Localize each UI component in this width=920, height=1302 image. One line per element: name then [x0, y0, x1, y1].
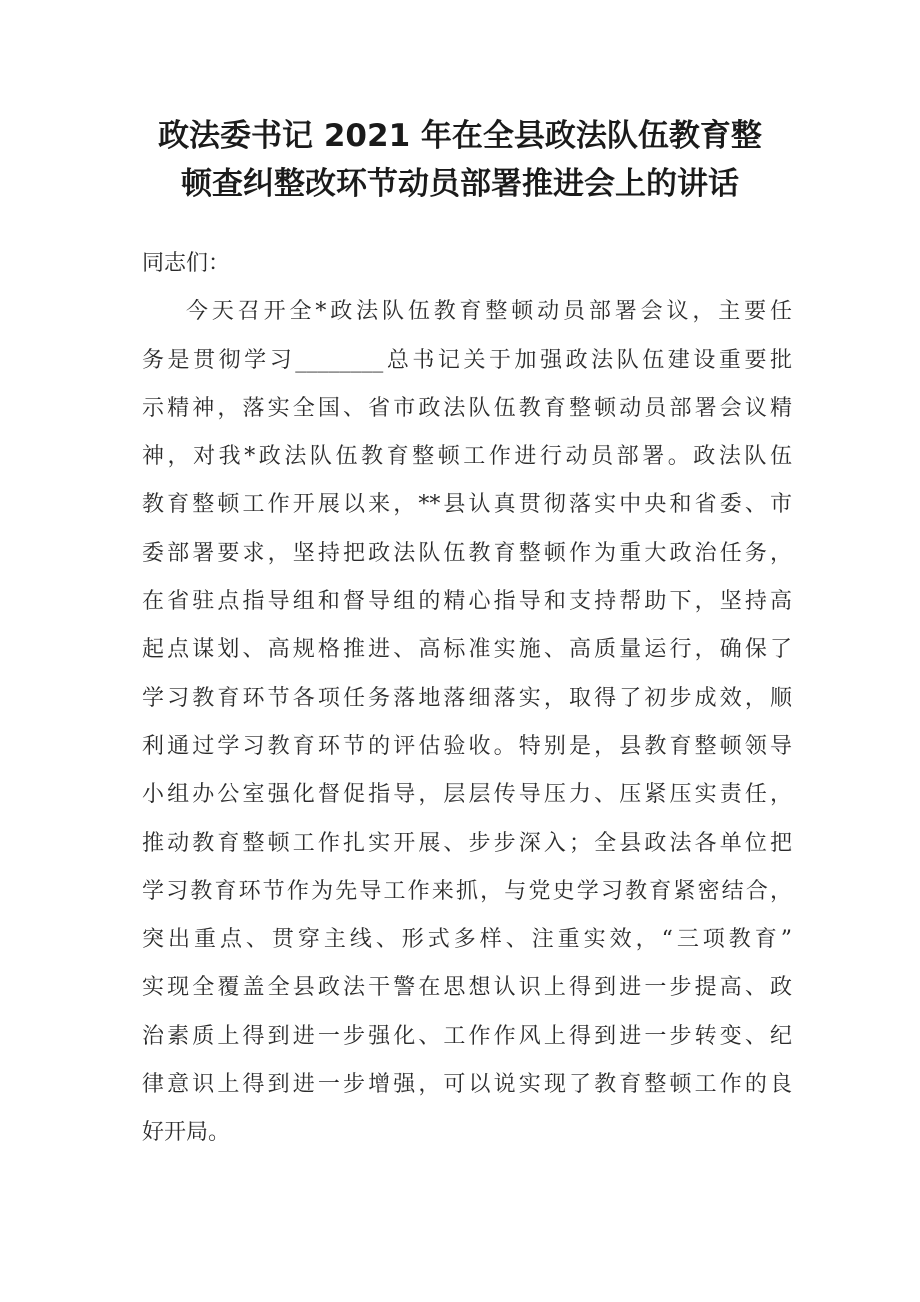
salutation: 同志们： [142, 251, 231, 276]
paragraph-line: 小组办公室强化督促指导，层层传导压力、压紧压实责任， [142, 782, 792, 808]
paragraph-line: 今天召开全*政法队伍教育整顿动员部署会议，主要任 [186, 299, 792, 325]
paragraph-line: 律意识上得到进一步增强，可以说实现了教育整顿工作的良 [142, 1072, 792, 1098]
paragraph [142, 288, 792, 1157]
paragraph-line: 教育整顿工作开展以来，**县认真贯彻落实中央和省委、市 [142, 492, 792, 518]
paragraph-line: 学习教育环节各项任务落地落细落实，取得了初步成效，顺 [142, 685, 792, 711]
document-title [60, 112, 860, 208]
paragraph-line: 利通过学习教育环节的评估验收。特别是，县教育整顿领导 [142, 733, 792, 759]
paragraph-line: 治素质上得到进一步强化、工作作风上得到进一步转变、纪 [142, 1023, 792, 1049]
paragraph-line: 学习教育环节作为先导工作来抓，与党史学习教育紧密结合， [142, 878, 792, 904]
paragraph-line: 好开局。 [142, 1120, 231, 1146]
paragraph-line: 突出重点、贯穿主线、形式多样、注重实效，“三项教育” [142, 927, 792, 953]
paragraph-line: 神，对我*政法队伍教育整顿工作进行动员部署。政法队伍 [142, 444, 792, 470]
paragraph-line: 务是贯彻学习________总书记关于加强政法队伍建设重要批 [142, 347, 792, 373]
document-body [142, 240, 792, 1158]
paragraph-line: 起点谋划、高规格推进、高标准实施、高质量运行，确保了 [142, 637, 792, 663]
paragraph-line: 示精神，落实全国、省市政法队伍教育整顿动员部署会议精 [142, 395, 792, 421]
paragraph-line: 推动教育整顿工作扎实开展、步步深入；全县政法各单位把 [142, 830, 792, 856]
title-line-2: 顿查纠整改环节动员部署推进会上的讲话 [181, 166, 739, 202]
paragraph-line: 在省驻点指导组和督导组的精心指导和支持帮助下，坚持高 [142, 589, 792, 615]
title-line-1: 政法委书记 2021 年在全县政法队伍教育整 [158, 118, 762, 154]
paragraph-line: 实现全覆盖全县政法干警在思想认识上得到进一步提高、政 [142, 975, 792, 1001]
paragraph-line: 委部署要求，坚持把政法队伍教育整顿作为重大政治任务， [142, 540, 792, 566]
